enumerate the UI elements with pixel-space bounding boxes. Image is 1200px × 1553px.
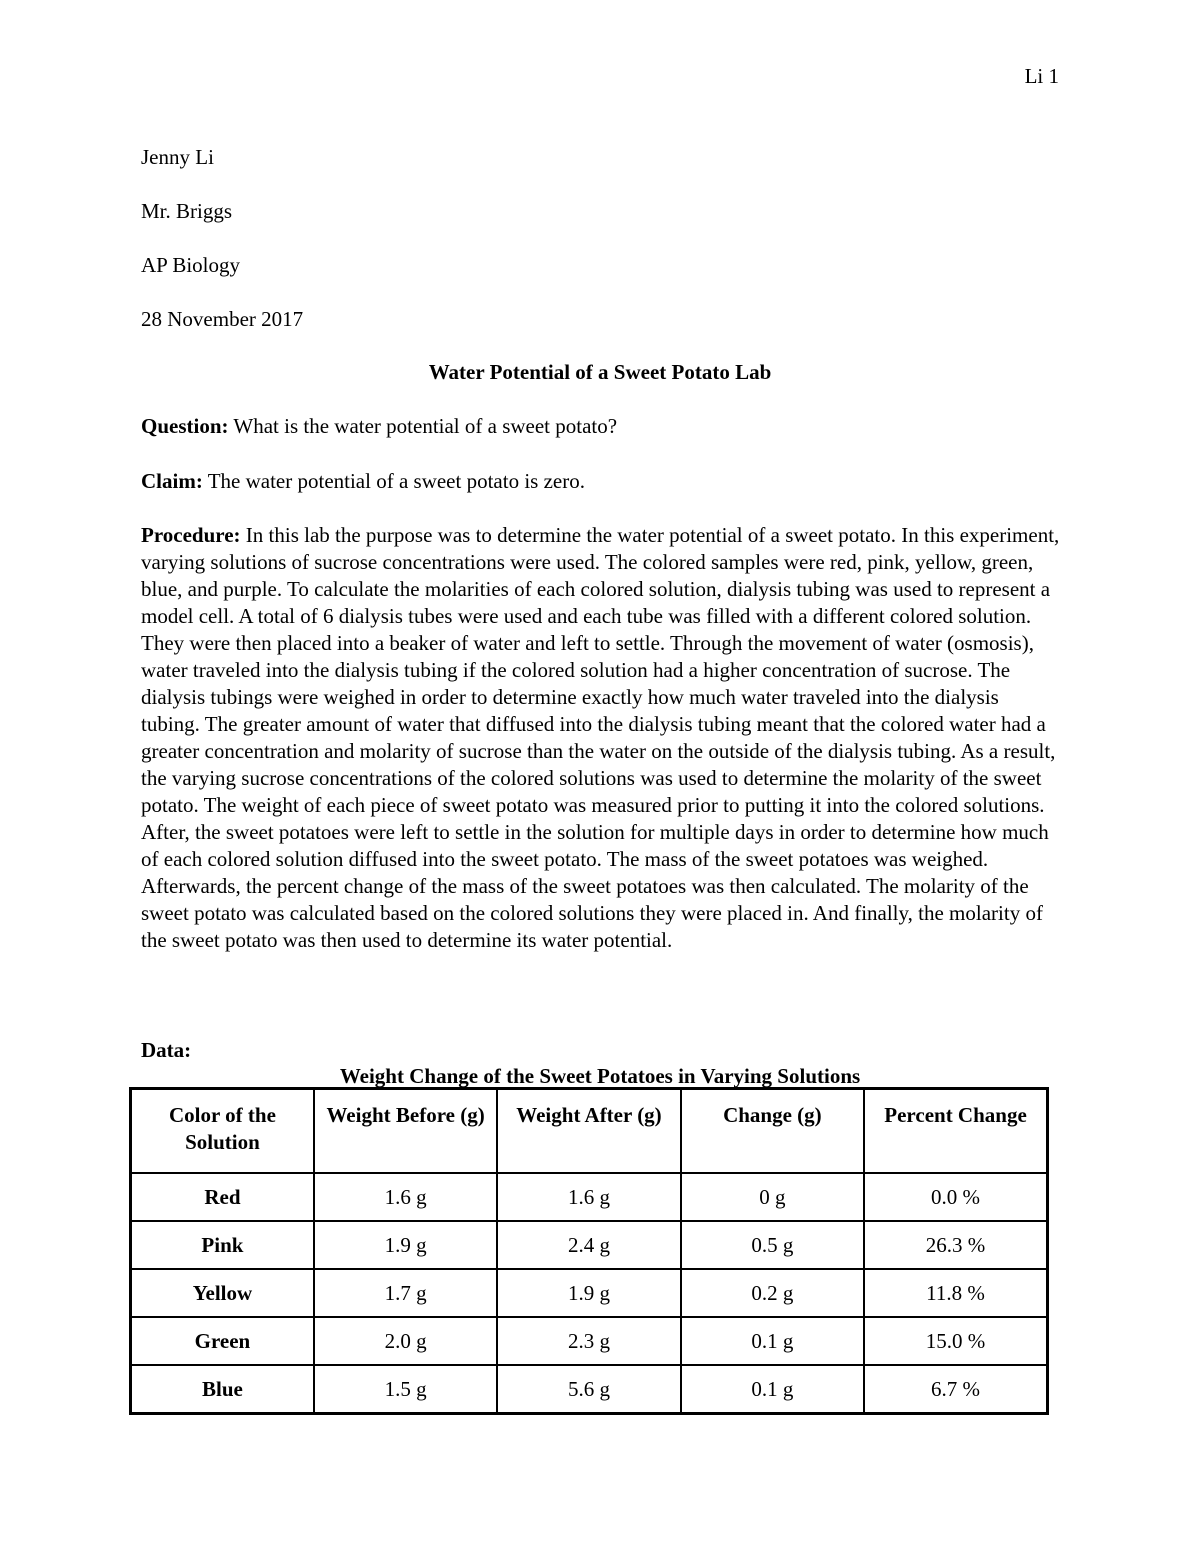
table-cell: 0.1 g: [681, 1317, 864, 1365]
weight-change-table: [129, 1087, 1049, 1415]
question-paragraph: [141, 413, 1061, 440]
column-header: Change (g): [681, 1089, 864, 1174]
table-cell: Blue: [131, 1365, 314, 1414]
table-cell: 0.1 g: [681, 1365, 864, 1414]
table-cell: 2.0 g: [314, 1317, 497, 1365]
table-row: [131, 1269, 1048, 1317]
table-cell: Pink: [131, 1221, 314, 1269]
table-cell: 2.3 g: [497, 1317, 680, 1365]
table-row: [131, 1317, 1048, 1365]
column-header: Percent Change: [864, 1089, 1047, 1174]
procedure-text: In this lab the purpose was to determine the water potential of a sweet potato. In this experiment, varying solutions of sucrose concentrations were used. The colored samples were red, pink, yellow, green, blue, and purple. To calculate the molarities of each colored solution, dialysis tubing was used to represent a model cell. A total of 6 dialysis tubes were used and each tube was filled with a different colored solution. They were then placed into a beaker of water and left to settle. Through the movement of water (osmosis), water traveled into the dialysis tubing if the colored solution had a higher concentration of sucrose. The dialysis tubings were weighed in order to determine exactly how much water traveled into the dialysis tubing. The greater amount of water that diffused into the dialysis tubing meant that the colored water had a greater concentration and molarity of sucrose than the water on the outside of the dialysis tubing. As a result, the varying sucrose concentrations of the colored solutions was used to determine the molarity of the sweet potato. The weight of each piece of sweet potato was measured prior to putting it into the colored solutions. After, the sweet potatoes were left to settle in the solution for multiple days in order to determine how much of each colored solution diffused into the sweet potato. The mass of the sweet potatoes was weighed. Afterwards, the percent change of the mass of the sweet potatoes was then calculated. The molarity of the sweet potato was calculated based on the colored solutions they were placed in. And finally, the molarity of the sweet potato was then used to determine its water potential.: [141, 523, 1060, 952]
column-header: Weight Before (g): [314, 1089, 497, 1174]
claim-paragraph: [141, 468, 1061, 495]
table-row: [131, 1173, 1048, 1221]
question-label: Question:: [141, 414, 229, 438]
document-date: 28 November 2017: [141, 307, 304, 331]
table-row: [131, 1365, 1048, 1414]
teacher-name: Mr. Briggs: [141, 199, 233, 223]
table-title: Weight Change of the Sweet Potatoes in Varying Solutions: [339, 1064, 861, 1088]
table-cell: 11.8 %: [864, 1269, 1047, 1317]
table-cell: 1.6 g: [497, 1173, 680, 1221]
question-text: What is the water potential of a sweet potato?: [228, 414, 618, 438]
table-header-row: [131, 1089, 1048, 1174]
table-cell: 1.9 g: [497, 1269, 680, 1317]
table-cell: Yellow: [131, 1269, 314, 1317]
column-header: Weight After (g): [497, 1089, 680, 1174]
table-cell: 0 g: [681, 1173, 864, 1221]
table-cell: Red: [131, 1173, 314, 1221]
procedure-paragraph: [141, 522, 1061, 954]
column-header: Color of the Solution: [131, 1089, 314, 1174]
data-label: Data:: [141, 1038, 192, 1062]
table-cell: 5.6 g: [497, 1365, 680, 1414]
table-cell: 2.4 g: [497, 1221, 680, 1269]
table-cell: 6.7 %: [864, 1365, 1047, 1414]
table-cell: 0.2 g: [681, 1269, 864, 1317]
course-name: AP Biology: [141, 253, 240, 277]
table-cell: Green: [131, 1317, 314, 1365]
table-cell: 0.0 %: [864, 1173, 1047, 1221]
student-name: Jenny Li: [141, 145, 214, 169]
table-cell: 15.0 %: [864, 1317, 1047, 1365]
claim-label: Claim:: [141, 469, 203, 493]
claim-text: The water potential of a sweet potato is zero.: [202, 469, 585, 493]
table-cell: 0.5 g: [681, 1221, 864, 1269]
procedure-label: Procedure:: [141, 523, 241, 547]
table-cell: 1.5 g: [314, 1365, 497, 1414]
table-cell: 26.3 %: [864, 1221, 1047, 1269]
table-cell: 1.7 g: [314, 1269, 497, 1317]
table-cell: 1.6 g: [314, 1173, 497, 1221]
document-title: Water Potential of a Sweet Potato Lab: [428, 360, 772, 384]
table-cell: 1.9 g: [314, 1221, 497, 1269]
table-row: [131, 1221, 1048, 1269]
page-number: Li 1: [1024, 64, 1059, 88]
